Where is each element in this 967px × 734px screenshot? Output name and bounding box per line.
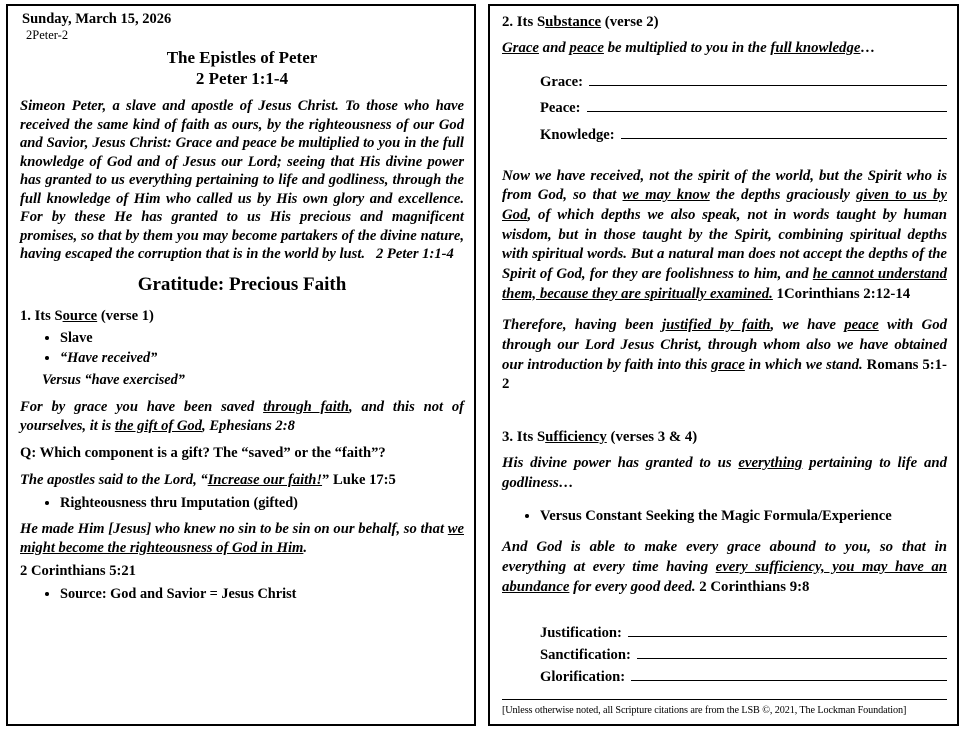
verse3-part-1: His divine power has granted to us	[502, 454, 739, 471]
ephesians-part-2: , and this not of yourselves, it is	[20, 398, 464, 434]
spacer	[502, 603, 947, 617]
verse2-text: be multiplied to you in the	[603, 40, 771, 56]
verse2-peace: peace	[569, 40, 604, 56]
blank-line[interactable]	[628, 623, 947, 637]
cor2-underline-3: he cannot understand them, because they are spiritually examined.	[502, 265, 947, 302]
list-item	[540, 623, 947, 644]
title-line-1: The Epistles of Peter	[166, 47, 318, 67]
cor9-part-1: And God is able to make every grace abound to you, so that in everything at every time having	[502, 539, 947, 575]
cor9-reference: 2 Corinthians 9:8	[695, 578, 810, 595]
verse2-grace: Grace	[502, 40, 539, 56]
point-3-underlined: ufficiency	[545, 428, 607, 445]
verse2-end: …	[860, 40, 876, 56]
romans-5-quote	[502, 316, 947, 395]
verse2-full-knowledge: full knowledge	[770, 40, 861, 56]
main-scripture-reference: 2 Peter 1:1-4	[375, 246, 454, 263]
point-1-suffix: (verse 1)	[97, 307, 154, 324]
corinthians-5-reference: 2 Corinthians 5:21	[20, 563, 136, 580]
title-line-2: 2 Peter 1:1-4	[195, 68, 289, 88]
versus-bullet-list	[502, 507, 947, 526]
blank-line[interactable]	[589, 72, 947, 86]
luke-part-2: ” Luke 17:5	[322, 471, 396, 488]
cor2-part-3: , of which depths we also speak, not in words taught by human wisdom, but in those taught by the Spirit, combining spiritual depths with spiritual words. But a natural man does not accept the depths of the Spirit of God, for they are foolishness to him, and	[502, 206, 947, 282]
ephesians-part-1: For by grace you have been saved	[20, 398, 264, 415]
document-title	[20, 47, 464, 90]
rom5-part-4: in which we stand.	[744, 356, 863, 373]
list-item	[540, 71, 947, 94]
blank-line[interactable]	[637, 645, 947, 659]
cor2-reference: 1Corinthians 2:12-14	[772, 285, 911, 302]
substance-fill-in-list	[502, 71, 947, 151]
list-item: • “Have received”	[60, 349, 464, 368]
point-2-prefix: 2. Its S	[502, 14, 546, 30]
sufficiency-label-glorification: Glorification:	[540, 668, 626, 685]
section-heading: Gratitude: Precious Faith	[137, 273, 347, 295]
source-bullet-list	[20, 585, 464, 604]
verse2-mid: and	[538, 40, 570, 56]
list-item	[540, 645, 947, 666]
point-3-sufficiency	[502, 429, 947, 446]
cor2-part-2: the depths graciously	[709, 187, 857, 204]
left-panel	[6, 4, 476, 726]
point-3-prefix: 3. Its S	[502, 428, 546, 445]
rom5-underline-2: peace	[844, 317, 879, 334]
verse-2-quote	[502, 39, 947, 59]
point-1-underlined: ource	[62, 307, 98, 324]
cor2-underline-2: given to us by God	[502, 187, 947, 223]
blank-line[interactable]	[621, 125, 947, 139]
corinthians-2-quote	[502, 167, 947, 305]
verse3-part-2: pertaining to life and godliness…	[502, 454, 947, 491]
list-item	[540, 667, 947, 688]
point-1-source	[20, 308, 464, 325]
ephesians-underline-2: the gift of God	[114, 417, 203, 434]
rom5-reference: Romans 5:1-2	[502, 356, 947, 393]
point-3-suffix: (verses 3 & 4)	[606, 428, 698, 445]
footnote: [Unless otherwise noted, all Scripture citations are from the LSB ©, 2021, The Lockman Foundation]	[502, 699, 947, 716]
date-line: Sunday, March 15, 2026	[22, 11, 172, 27]
ephesians-part-3: , Ephesians 2:8	[202, 417, 295, 434]
luke-part-1: The apostles said to the Lord, “	[20, 471, 208, 488]
main-scripture	[20, 97, 464, 264]
cor5-part-2: .	[303, 540, 308, 557]
sufficiency-fill-in-list	[502, 623, 947, 688]
main-scripture-text: Simeon Peter, a slave and apostle of Jesus Christ. To those who have received the same kind of faith as ours, by the righteousness of our God and Savior, Jesus Christ: Grace and peace be multiplied to you in the full knowledge of God and of Jesus our Lord; seeing that His divine power has granted to us everything pertaining to life and godliness, through the full knowledge of Him who called us by His own glory and excellence. For by these He has granted to us His precious and magnificent promises, so that by them you may become partakers of the divine nature, having escaped the corruption that is in the world by lust.	[20, 98, 464, 263]
cor5-underline: we might become the righteousness of God in Him	[20, 521, 464, 557]
corinthians-5-quote	[20, 520, 464, 558]
cor2-part-1: Now we have received, not the spirit of the world, but the Spirit who is from God, so that	[502, 167, 947, 204]
point-2-suffix: (verse 2)	[601, 14, 659, 30]
verse3-underline: everything	[738, 454, 803, 471]
rom5-underline-3: grace	[711, 356, 745, 373]
list-item: • Versus Constant Seeking the Magic Formula/Experience	[540, 507, 947, 526]
substance-label-peace: Peace:	[540, 100, 581, 117]
list-item: • Righteousness thru Imputation (gifted)	[60, 494, 464, 513]
blank-line[interactable]	[631, 667, 947, 681]
imputation-bullet-list	[20, 494, 464, 513]
list-item	[540, 97, 947, 120]
rom5-part-2: , we have	[770, 317, 845, 334]
discussion-question: Q: Which component is a gift? The “saved” or the “faith”?	[20, 444, 386, 461]
point-1-bullets	[20, 329, 464, 367]
substance-label-grace: Grace:	[540, 73, 583, 90]
sufficiency-label-sanctification: Sanctification:	[540, 647, 631, 664]
verse-3-quote	[502, 454, 947, 493]
list-item: • Slave	[60, 329, 464, 348]
list-item: • Source: God and Savior = Jesus Christ	[60, 585, 464, 604]
luke-underline: Increase our faith!	[207, 471, 323, 488]
spacer	[502, 401, 947, 427]
rom5-part-1: Therefore, having been	[502, 317, 662, 334]
point-1-prefix: 1. Its S	[20, 307, 63, 324]
cor5-part-1: He made Him [Jesus] who knew no sin to be sin on our behalf, so that	[20, 521, 448, 538]
list-item	[540, 124, 947, 147]
luke-quote	[20, 471, 464, 490]
reference-tag: 2Peter-2	[26, 27, 69, 42]
cor9-part-2: for every good deed.	[569, 578, 696, 595]
cor9-underline: every sufficiency, you may have an abundance	[502, 558, 947, 595]
point-2-underlined: ubstance	[545, 14, 602, 30]
rom5-underline-1: justified by faith	[661, 317, 771, 334]
blank-line[interactable]	[587, 98, 947, 112]
point-1-subline: Versus “have exercised”	[42, 372, 185, 389]
cor2-underline-1: we may know	[622, 187, 710, 204]
substance-label-knowledge: Knowledge:	[540, 126, 615, 143]
point-2-substance	[502, 14, 947, 31]
ephesians-underline-1: through faith	[263, 398, 349, 415]
ephesians-quote	[20, 398, 464, 436]
right-panel	[488, 4, 959, 726]
rom5-part-3: with God through our Lord Jesus Christ, through whom also we have obtained our introduction by faith into this	[502, 317, 948, 373]
corinthians-9-quote	[502, 538, 947, 597]
sufficiency-label-justification: Justification:	[540, 625, 622, 642]
